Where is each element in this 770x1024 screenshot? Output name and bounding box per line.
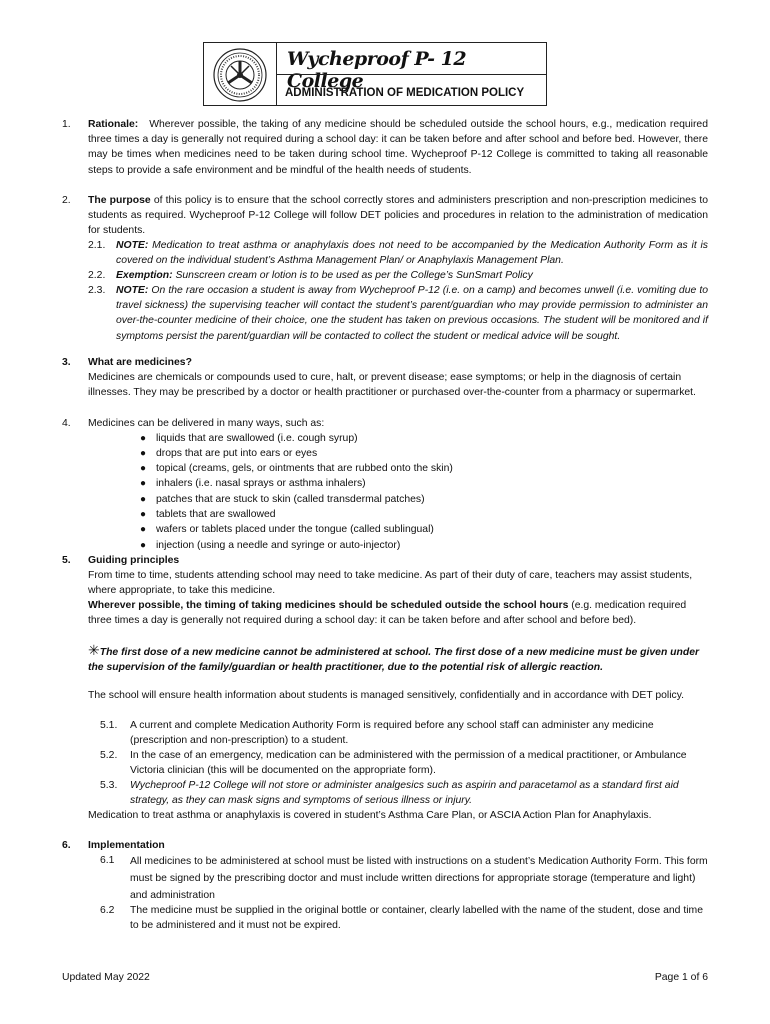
list-item: topical (creams, gels, or ointments that are rubbed onto the skin): [156, 463, 453, 474]
section-5-heading: Guiding principles: [88, 555, 180, 566]
college-crest-icon: [209, 46, 271, 104]
section-1-number: 1.: [62, 119, 71, 130]
section-5-paragraph-2: [88, 598, 708, 628]
section-5-paragraph-2-bold: Wherever possible, the timing of taking medicines should be scheduled outside the school hours: [88, 600, 569, 611]
item-5-3-number: 5.3.: [100, 780, 118, 791]
bullet-icon: ●: [140, 478, 147, 489]
section-2-number: 2.: [62, 195, 71, 206]
item-6-1-number: 6.1: [100, 855, 115, 866]
item-5-1-text: A current and complete Medication Authority Form is required before any school staff can administer any medicine (prescription and non-prescription) to a student.: [130, 720, 654, 747]
section-3-number: 3.: [62, 357, 71, 368]
section-1-label: Rationale:: [88, 119, 139, 130]
item-5-2-number: 5.2.: [100, 750, 118, 761]
item-2-2-body: Sunscreen cream or lotion is to be used as per the College’s SunSmart Policy: [175, 270, 533, 281]
section-3-text: Medicines are chemicals or compounds used to cure, halt, or prevent disease; ease symptoms; or help in the diagnosis of certain illnesses. They may be prescribed by a doctor or health practitioner or purchased over-the-counter from a pharmacy or supermarket.: [88, 372, 696, 399]
asterisk-icon: ✳: [88, 642, 100, 658]
college-logo: [203, 42, 277, 106]
item-2-1-number: 2.1.: [88, 240, 106, 251]
item-2-3-body: On the rare occasion a student is away from Wycheproof P-12 (i.e. on a camp) and becomes unwell (i.e. vomiting due to travel sickness) the supervising teacher will contact the student’s parent/guardian who may provide permission to administer an over-the-counter medicine of their choice, one the student has taken on previous occasions. The student will be monitored and if symptoms persist the parent/guardian will be contacted to collect the student or medical advice will be sought.: [116, 285, 709, 342]
item-2-2-label: Exemption:: [116, 270, 173, 281]
section-6-number: 6.: [62, 840, 71, 851]
bullet-icon: ●: [140, 433, 147, 444]
bullet-icon: ●: [140, 509, 147, 520]
item-2-3-text: [116, 283, 708, 344]
section-4-number: 4.: [62, 418, 71, 429]
section-5-paragraph-5: Medication to treat asthma or anaphylaxis is covered in student’s Asthma Care Plan, or ASCIA Action Plan for Anaphylaxis.: [88, 810, 652, 821]
title-box: [277, 42, 547, 106]
item-2-2-text: [116, 268, 708, 283]
item-2-2-number: 2.2.: [88, 270, 106, 281]
bullet-icon: ●: [140, 524, 147, 535]
section-2-body: of this policy is to ensure that the school correctly stores and administers prescription and non-prescription medicines to students as required. Wycheproof P-12 College will follow DET policies and procedures in relation to the administration of medication for students.: [88, 195, 708, 237]
list-item: inhalers (i.e. nasal sprays or asthma inhalers): [156, 478, 366, 489]
item-2-1-text: [116, 238, 708, 268]
list-item: liquids that are swallowed (i.e. cough syrup): [156, 433, 358, 444]
item-2-1-body: Medication to treat asthma or anaphylaxis does not need to be accompanied by the Medication Authority Form as it is covered on the individual student’s Asthma Management Plan/ or Anaphylaxis Management Plan.: [116, 240, 708, 267]
section-5-paragraph-1: From time to time, students attending school may need to take medicine. As part of their duty of care, teachers may assist students, where appropriate, to take this medicine.: [88, 570, 693, 597]
college-name: Wycheproof P- 12 College: [287, 48, 467, 92]
list-item: drops that are put into ears or eyes: [156, 448, 318, 459]
item-5-3-text: Wycheproof P-12 College will not store or administer analgesics such as aspirin and paracetamol as a standard first aid strategy, as they can mask signs and symptoms of serious illness or injury.: [130, 780, 679, 807]
list-item: tablets that are swallowed: [156, 509, 276, 520]
item-2-3-number: 2.3.: [88, 285, 106, 296]
section-1-text: [88, 117, 708, 178]
item-2-1-label: NOTE:: [116, 240, 149, 251]
bullet-icon: ●: [140, 494, 147, 505]
item-6-1-text: All medicines to be administered at school must be listed with instructions on a student’s Medication Authority Form. This form must be signed by the prescribing doctor and must include written directions for appropriate storage (temperature and light) and administration: [130, 856, 708, 901]
bullet-icon: ●: [140, 448, 147, 459]
footer-page-number: Page 1 of 6: [654, 972, 708, 983]
section-5-paragraph-3-body: The first dose of a new medicine cannot be administered at school. The first dose of a new medicine must be given under the supervision of the family/guardian or health practitioner, due to the potential risk of allergic reaction.: [88, 647, 700, 674]
list-item: wafers or tablets placed under the tongue (called sublingual): [156, 524, 434, 535]
section-4-text: Medicines can be delivered in many ways, such as:: [88, 418, 325, 429]
footer-updated: Updated May 2022: [62, 972, 150, 983]
item-6-2-number: 6.2: [100, 905, 115, 916]
policy-title: ADMINISTRATION OF MEDICATION POLICY: [285, 87, 525, 99]
section-5-number: 5.: [62, 555, 71, 566]
section-6-heading: Implementation: [88, 840, 165, 851]
section-5-paragraph-2-rest: (e.g. medication required three times a day is generally not required during a school day: it can be taken before and after school and before bed).: [88, 600, 687, 627]
section-3-heading: What are medicines?: [88, 357, 192, 368]
section-1-body: Wherever possible, the taking of any medicine should be scheduled outside the school hours, e.g., medication required three times a day is generally not required during a school day: it can be taken before and after school and before bed. However, there may be times when medicines need to be taken during school time. Wycheproof P-12 College is committed to taking all reasonable steps to provide a safe environment and be mindful of the health needs of students.: [88, 119, 708, 176]
section-5-paragraph-3: [88, 643, 708, 675]
item-6-2-text: The medicine must be supplied in the original bottle or container, clearly labelled with the name of the student, dose and time to be administered and it must not be expired.: [130, 905, 703, 932]
section-5-paragraph-4: The school will ensure health information about students is managed sensitively, confidentially and in accordance with DET policy.: [88, 690, 685, 701]
title-divider: [277, 74, 546, 75]
item-5-1-number: 5.1.: [100, 720, 118, 731]
list-item: injection (using a needle and syringe or auto-injector): [156, 540, 401, 551]
list-item: patches that are stuck to skin (called transdermal patches): [156, 494, 425, 505]
item-5-2-text: In the case of an emergency, medication can be administered with the permission of a medical practitioner, or Ambulance Victoria clinician (this will be documented on the appropriate form).: [130, 750, 687, 777]
bullet-icon: ●: [140, 463, 147, 474]
item-2-3-label: NOTE:: [116, 285, 149, 296]
bullet-icon: ●: [140, 540, 147, 551]
section-2-text: [88, 193, 708, 239]
section-2-label: The purpose: [88, 195, 151, 206]
